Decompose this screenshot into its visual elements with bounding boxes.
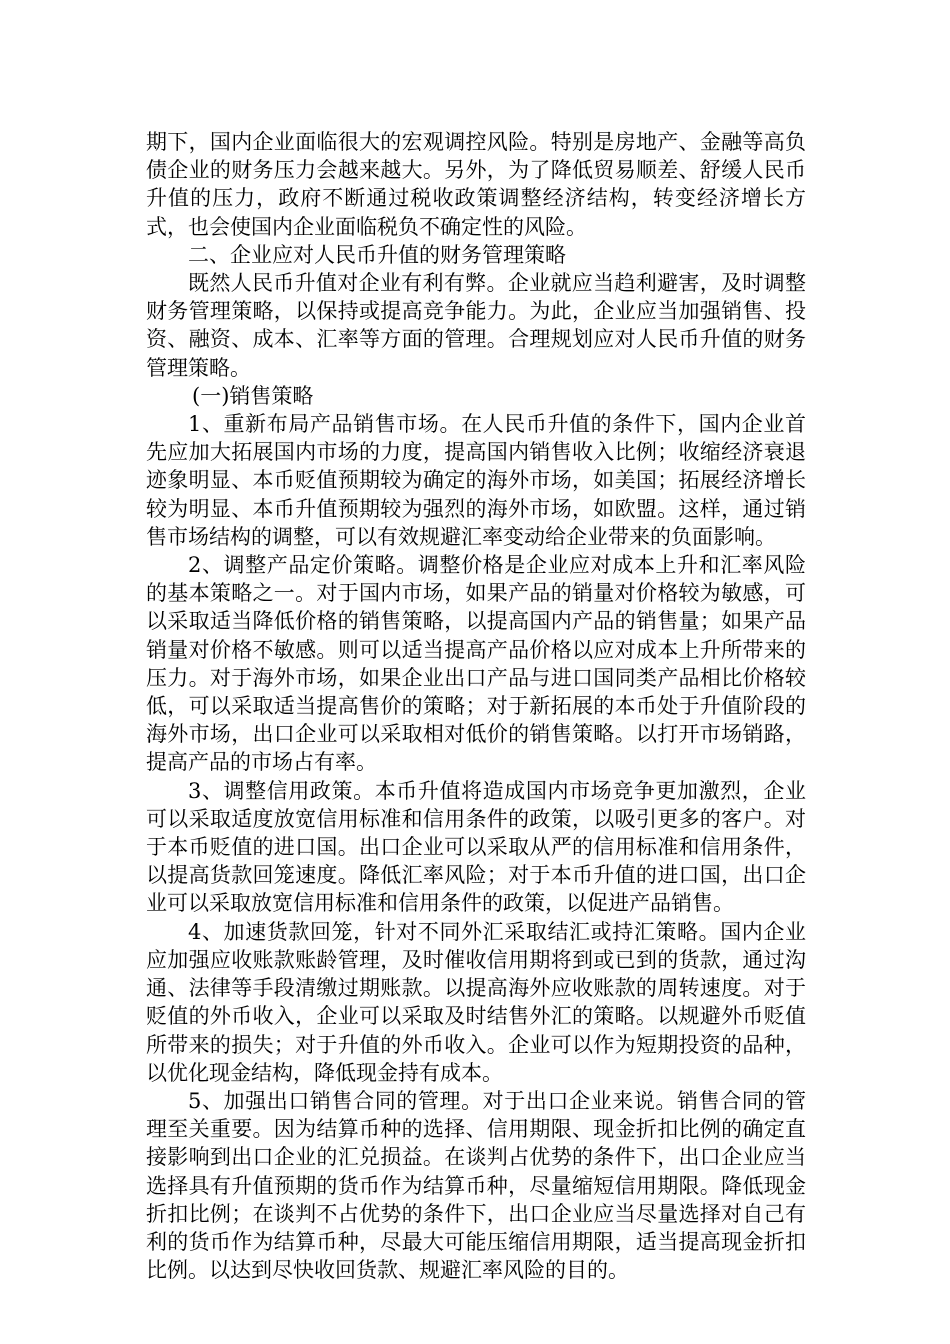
paragraph-item-3: 3、调整信用政策。本币升值将造成国内市场竞争更加激烈，企业可以采取适度放宽信用标准和信用条件的政策，以吸引更多的客户。对于本币贬值的进口国。出口企业可以采取从严的信用标准和信用条件，以提高货款回笼速度。降低汇率风险；对于本币升值的进口国，出口企业可以采取放宽信用标准和信用条件的政策，以促进产品销售。 (146, 778, 806, 916)
paragraph-item-2: 2、调整产品定价策略。调整价格是企业应对成本上升和汇率风险的基本策略之一。对于国内市场，如果产品的销量对价格较为敏感，可以采取适当降低价格的销售策略，以提高国内产品的销售量；如果产品销量对价格不敏感。则可以适当提高产品价格以应对成本上升所带来的压力。对于海外市场，如果企业出口产品与进口国同类产品相比价格较低，可以采取适当提高售价的策略；对于新拓展的本币处于升值阶段的海外市场，出口企业可以采取相对低价的销售策略。以打开市场销路，提高产品的市场占有率。 (146, 553, 806, 775)
document-body (146, 128, 806, 1284)
paragraph-intro: 既然人民币升值对企业有利有弊。企业就应当趋利避害，及时调整财务管理策略，以保持或提高竞争能力。为此，企业应当加强销售、投资、融资、成本、汇率等方面的管理。合理规划应对人民币升值的财务管理策略。 (146, 271, 806, 380)
subsection-heading: (一)销售策略 (192, 383, 314, 408)
paragraph-item-4: 4、加速货款回笼，针对不同外汇采取结汇或持汇策略。国内企业应加强应收账款账龄管理，及时催收信用期将到或已到的货款，通过沟通、法律等手段清缴过期账款。以提高海外应收账款的周转速度。对于贬值的外币收入，企业可以采取及时结售外汇的策略。以规避外币贬值所带来的损失；对于升值的外币收入。企业可以作为短期投资的品种，以优化现金结构，降低现金持有成本。 (146, 919, 806, 1085)
section-heading: 二、企业应对人民币升值的财务管理策略 (188, 242, 566, 267)
paragraph-item-5: 5、加强出口销售合同的管理。对于出口企业来说。销售合同的管理至关重要。因为结算币种的选择、信用期限、现金折扣比例的确定直接影响到出口企业的汇兑损益。在谈判占优势的条件下，出口企业应当选择具有升值预期的货币作为结算币种，尽量缩短信用期限。降低现金折扣比例；在谈判不占优势的条件下，出口企业应当尽量选择对自己有利的货币作为结算币种，尽最大可能压缩信用期限，适当提高现金折扣比例。以达到尽快收回货款、规避汇率风险的目的。 (146, 1088, 806, 1283)
paragraph-item-1: 1、重新布局产品销售市场。在人民币升值的条件下，国内企业首先应加大拓展国内市场的力度，提高国内销售收入比例；收缩经济衰退迹象明显、本币贬值预期较为确定的海外市场，如美国；拓展经济增长较为明显、本币升值预期较为强烈的海外市场，如欧盟。这样，通过销售市场结构的调整，可以有效规避汇率变动给企业带来的负面影响。 (146, 412, 806, 549)
paragraph-continuation: 期下，国内企业面临很大的宏观调控风险。特别是房地产、金融等高负债企业的财务压力会越来越大。另外，为了降低贸易顺差、舒缓人民币升值的压力，政府不断通过税收政策调整经济结构，转变经济增长方式，也会使国内企业面临税负不确定性的风险。 (146, 130, 806, 239)
